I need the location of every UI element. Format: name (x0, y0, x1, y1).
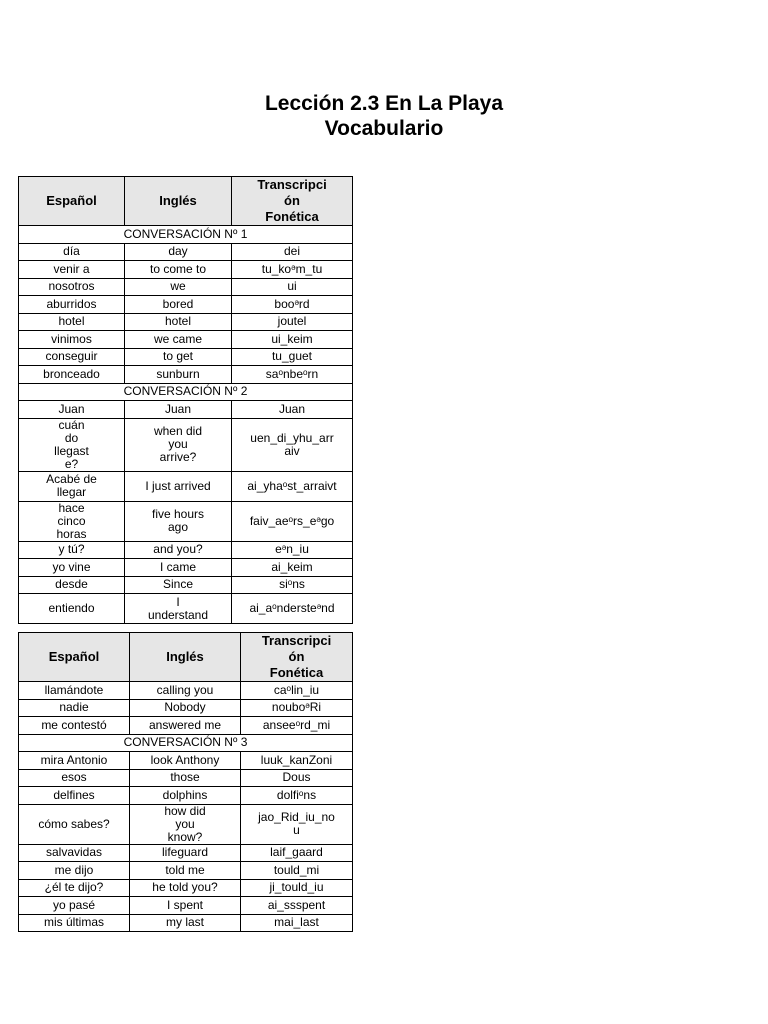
table-row (19, 752, 353, 770)
cell-espanol: entiendo (19, 594, 125, 624)
cell-ingles: to get (125, 348, 232, 366)
cell-espanol: esos (19, 769, 130, 787)
header-transcripcion: Transcripci ón Fonética (241, 633, 353, 682)
table-row (19, 296, 353, 314)
cell-espanol: nosotros (19, 278, 125, 296)
table-row (19, 366, 353, 384)
table-row (19, 682, 353, 700)
cell-fonetica: ai_yhaᵒst_arraivt (232, 471, 353, 501)
section-label: CONVERSACIÓN Nº 3 (19, 734, 353, 752)
cell-fonetica: luuk_kanZoni (241, 752, 353, 770)
cell-espanol: Juan (19, 401, 125, 419)
table-row (19, 699, 353, 717)
cell-ingles: and you? (125, 541, 232, 559)
cell-ingles: we came (125, 331, 232, 349)
cell-ingles: sunburn (125, 366, 232, 384)
cell-ingles: how did you know? (130, 804, 241, 844)
cell-fonetica: laif_gaard (241, 844, 353, 862)
cell-espanol: ¿él te dijo? (19, 879, 130, 897)
cell-ingles: when did you arrive? (125, 418, 232, 471)
cell-espanol: yo vine (19, 559, 125, 577)
cell-ingles: I just arrived (125, 471, 232, 501)
cell-espanol: yo pasé (19, 897, 130, 915)
section-row (19, 383, 353, 401)
cell-ingles: told me (130, 862, 241, 880)
header-ingles: Inglés (125, 177, 232, 226)
cell-ingles: Nobody (130, 699, 241, 717)
cell-ingles: calling you (130, 682, 241, 700)
vocab-table-2 (18, 632, 353, 932)
cell-espanol: venir a (19, 261, 125, 279)
section-label: CONVERSACIÓN Nº 1 (19, 226, 353, 244)
table-row (19, 401, 353, 419)
cell-ingles: lifeguard (130, 844, 241, 862)
cell-ingles: bored (125, 296, 232, 314)
cell-fonetica: ji_tould_iu (241, 879, 353, 897)
cell-fonetica: jao_Rid_iu_no u (241, 804, 353, 844)
header-espanol: Español (19, 177, 125, 226)
cell-fonetica: ui (232, 278, 353, 296)
cell-espanol: día (19, 243, 125, 261)
cell-fonetica: joutel (232, 313, 353, 331)
cell-fonetica: booᵊrd (232, 296, 353, 314)
cell-ingles: my last (130, 914, 241, 932)
cell-ingles: hotel (125, 313, 232, 331)
table-row (19, 243, 353, 261)
cell-espanol: aburridos (19, 296, 125, 314)
table-row (19, 418, 353, 471)
cell-fonetica: ai_ssspent (241, 897, 353, 915)
cell-espanol: delfines (19, 787, 130, 805)
table-row (19, 331, 353, 349)
cell-fonetica: dolfiᵒns (241, 787, 353, 805)
cell-espanol: hotel (19, 313, 125, 331)
cell-fonetica: siᵒns (232, 576, 353, 594)
cell-fonetica: nouboᵊRi (241, 699, 353, 717)
cell-fonetica: tu_guet (232, 348, 353, 366)
cell-espanol: cuán do llegast e? (19, 418, 125, 471)
table-row (19, 787, 353, 805)
table-row (19, 348, 353, 366)
table-row (19, 541, 353, 559)
table-row (19, 879, 353, 897)
table-row (19, 897, 353, 915)
table-row (19, 576, 353, 594)
table-row (19, 769, 353, 787)
table-row (19, 261, 353, 279)
cell-fonetica: faiv_aeᵒrs_eᵊgo (232, 501, 353, 541)
table-header-row (19, 177, 353, 226)
cell-ingles: look Anthony (130, 752, 241, 770)
header-espanol: Español (19, 633, 130, 682)
cell-espanol: me dijo (19, 862, 130, 880)
cell-espanol: mira Antonio (19, 752, 130, 770)
cell-fonetica: ai_aᵒndersteᵊnd (232, 594, 353, 624)
cell-ingles: dolphins (130, 787, 241, 805)
section-row (19, 226, 353, 244)
cell-espanol: nadie (19, 699, 130, 717)
cell-fonetica: caᵒlin_iu (241, 682, 353, 700)
cell-ingles: day (125, 243, 232, 261)
cell-fonetica: tould_mi (241, 862, 353, 880)
cell-espanol: Acabé de llegar (19, 471, 125, 501)
header-transcripcion: Transcripci ón Fonética (232, 177, 353, 226)
table-row (19, 313, 353, 331)
cell-fonetica: eᵊn_iu (232, 541, 353, 559)
table-row (19, 501, 353, 541)
table-row (19, 471, 353, 501)
cell-espanol: vinimos (19, 331, 125, 349)
section-row (19, 734, 353, 752)
cell-espanol: me contestó (19, 717, 130, 735)
cell-fonetica: dei (232, 243, 353, 261)
header-ingles: Inglés (130, 633, 241, 682)
cell-ingles: five hours ago (125, 501, 232, 541)
cell-fonetica: mai_last (241, 914, 353, 932)
cell-ingles: Juan (125, 401, 232, 419)
table-header-row (19, 633, 353, 682)
page-title: Lección 2.3 En La Playa (264, 92, 504, 115)
table-row (19, 594, 353, 624)
cell-fonetica: tu_koᵊm_tu (232, 261, 353, 279)
cell-ingles: he told you? (130, 879, 241, 897)
cell-ingles: I spent (130, 897, 241, 915)
cell-fonetica: ui_keim (232, 331, 353, 349)
cell-espanol: mis últimas (19, 914, 130, 932)
cell-espanol: bronceado (19, 366, 125, 384)
cell-espanol: salvavidas (19, 844, 130, 862)
cell-espanol: cómo sabes? (19, 804, 130, 844)
cell-ingles: answered me (130, 717, 241, 735)
section-label: CONVERSACIÓN Nº 2 (19, 383, 353, 401)
cell-fonetica: ai_keim (232, 559, 353, 577)
table-row (19, 914, 353, 932)
cell-espanol: y tú? (19, 541, 125, 559)
page-subtitle: Vocabulario (324, 117, 444, 140)
cell-espanol: llamándote (19, 682, 130, 700)
cell-espanol: conseguir (19, 348, 125, 366)
cell-ingles: I understand (125, 594, 232, 624)
table-row (19, 862, 353, 880)
table-row (19, 844, 353, 862)
cell-espanol: desde (19, 576, 125, 594)
table-row (19, 804, 353, 844)
cell-ingles: those (130, 769, 241, 787)
cell-fonetica: anseeᵒrd_mi (241, 717, 353, 735)
cell-fonetica: saᵒnbeᵒrn (232, 366, 353, 384)
table-row (19, 559, 353, 577)
table-row (19, 278, 353, 296)
cell-fonetica: Dous (241, 769, 353, 787)
vocab-table-1 (18, 176, 353, 624)
cell-fonetica: uen_di_yhu_arr aiv (232, 418, 353, 471)
cell-ingles: we (125, 278, 232, 296)
cell-ingles: to come to (125, 261, 232, 279)
table-row (19, 717, 353, 735)
cell-fonetica: Juan (232, 401, 353, 419)
cell-ingles: Since (125, 576, 232, 594)
cell-espanol: hace cinco horas (19, 501, 125, 541)
cell-ingles: I came (125, 559, 232, 577)
